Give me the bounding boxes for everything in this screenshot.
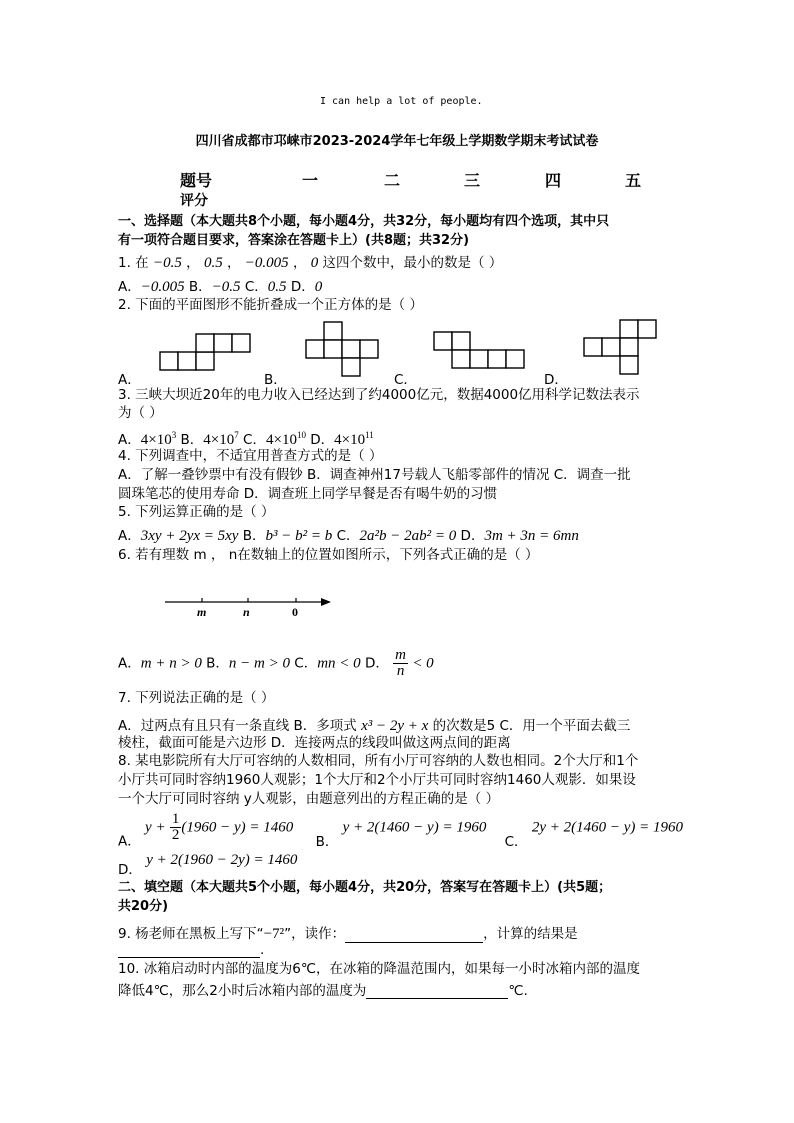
q7-line-2: 棱柱，截面可能是六边形 D．连接两点的线段叫做这两点间的距离 bbox=[118, 735, 511, 751]
q8-line-1: 8. 某电影院所有大厅可容纳的人数相同，所有小厅可容纳的人数也相同。2个大厅和1个 bbox=[118, 753, 639, 769]
q8-options-row2: D． y + 2(1960 − 2y) = 1460 bbox=[118, 852, 298, 878]
q10-line-1: 10. 冰箱启动时内部的温度为6℃，在冰箱的降温范围内，如果每一小时冰箱内部的温度 bbox=[118, 961, 641, 977]
q6-option-d-fraction: $\frac{m}{n}$ bbox=[395, 647, 407, 679]
q2-label-b: B． bbox=[264, 372, 287, 388]
q5-stem: 5. 下列运算正确的是（ ） bbox=[118, 504, 275, 520]
q6-stem: 6. 若有理数 m ， n在数轴上的位置如图所示，下列各式正确的是（ ） bbox=[118, 547, 539, 563]
q2-net-b bbox=[306, 322, 378, 378]
score-col-2: 二 bbox=[384, 171, 401, 190]
q7-line-1: A．过两点有且只有一条直线 B．多项式 x³ − 2y + x 的次数是5 C．用一个平面去截三 bbox=[118, 718, 631, 734]
q9-reading-blank[interactable] bbox=[345, 928, 483, 943]
q3-options: A．$4\times 10^3$ B．$4\times 10^7$ C．$4\times 10^{10}$ D．$4\times 10^{11}$ bbox=[118, 430, 374, 448]
score-col-3: 三 bbox=[464, 171, 481, 190]
score-col-4: 四 bbox=[545, 171, 562, 190]
section2-heading-1: 二、填空题（本大题共5个小题，每小题4分，共20分，答案写在答题卡上）(共5题； bbox=[118, 880, 612, 895]
page-title: 四川省成都市邛崃市2023-2024学年七年级上学期数学期末考试试卷 bbox=[195, 134, 599, 149]
q2-net-a bbox=[160, 334, 250, 372]
q9-line-2: . bbox=[118, 942, 264, 958]
q8-option-a-fraction: $\frac{1}{2}$ bbox=[171, 811, 180, 843]
q2-label-d: D． bbox=[544, 372, 568, 388]
q4-line-2: 圆珠笔芯的使用寿命 D．调查班上同学早餐是否有喝牛奶的习惯 bbox=[118, 486, 498, 502]
q8-line-2: 小厅共可同时容纳1960人观影；1个大厅和2个小厅共可同时容纳1460人观影．如果设 bbox=[118, 772, 636, 788]
q1-stem: 1. 在 −0.5 ， 0.5 ， −0.005 ， 0 这四个数中，最小的数是（ ） bbox=[118, 255, 503, 271]
q4-stem: 4. 下列调查中，不适宜用普查方式的是（ ） bbox=[118, 448, 383, 464]
q9-result-blank[interactable] bbox=[118, 943, 260, 958]
q3-stem-2: 为（ ） bbox=[118, 405, 163, 421]
score-col-5: 五 bbox=[625, 171, 642, 190]
q10-temperature-blank[interactable] bbox=[366, 984, 508, 999]
q1-options: A．−0.005 B．−0.5 C．0.5 D．0 bbox=[118, 279, 323, 295]
q2-label-c: C． bbox=[394, 372, 417, 388]
q2-stem: 2. 下面的平面图形不能折叠成一个正方体的是（ ） bbox=[118, 297, 423, 313]
axis-label-n: n bbox=[243, 605, 250, 619]
section2-heading-2: 共20分) bbox=[118, 899, 169, 914]
q10-line-2: 降低4℃，那么2小时后冰箱内部的温度为 ℃. bbox=[118, 983, 528, 999]
score-row-label: 题号 bbox=[180, 171, 213, 190]
q3-stem-1: 3. 三峡大坝近20年的电力收入已经达到了约4000亿元，数据4000亿用科学记数法表示 bbox=[118, 387, 640, 403]
q5-options: A．3xy + 2yx = 5xy B．b³ − b² = b C．2a²b − 2ab² = 0 D．3m + 3n = 6mn bbox=[118, 528, 579, 544]
q6-number-line bbox=[165, 592, 335, 622]
header-motto: I can help a lot of people. bbox=[320, 96, 483, 107]
q2-net-d bbox=[584, 320, 656, 376]
q6-options: A．m + n > 0 B．n − m > 0 C．mn < 0 D． $\frac{m}{n}$ < 0 bbox=[118, 647, 434, 679]
axis-label-m: m bbox=[197, 605, 207, 619]
q2-label-a: A． bbox=[118, 372, 141, 388]
section1-heading-1: 一、选择题（本大题共8个小题，每小题4分，共32分，每小题均有四个选项，其中只 bbox=[118, 214, 610, 229]
score-col-1: 一 bbox=[302, 171, 319, 190]
q7-stem: 7. 下列说法正确的是（ ） bbox=[118, 690, 275, 706]
score-row2-label: 评分 bbox=[180, 193, 208, 209]
q8-options-row1: A． y + $\frac{1}{2}$ (1960 − y) = 1460 B． y + 2(1460 − y) = 1960 C． 2y + 2(1460 − y) = 1960 bbox=[118, 811, 684, 850]
axis-label-0: 0 bbox=[292, 605, 298, 619]
q2-net-c bbox=[434, 332, 524, 370]
q8-line-3: 一个大厅可同时容纳 y人观影，由题意列出的方程正确的是（ ） bbox=[118, 791, 500, 807]
q4-line-1: A．了解一叠钞票中有没有假钞 B．调查神州17号载人飞船零部件的情况 C．调查一批 bbox=[118, 467, 631, 483]
q9-line-1: 9. 杨老师在黑板上写下“−7²”，读作： ，计算的结果是 bbox=[118, 926, 578, 942]
section1-heading-2: 有一项符合题目要求，答案涂在答题卡上）(共8题；共32分) bbox=[118, 233, 470, 248]
